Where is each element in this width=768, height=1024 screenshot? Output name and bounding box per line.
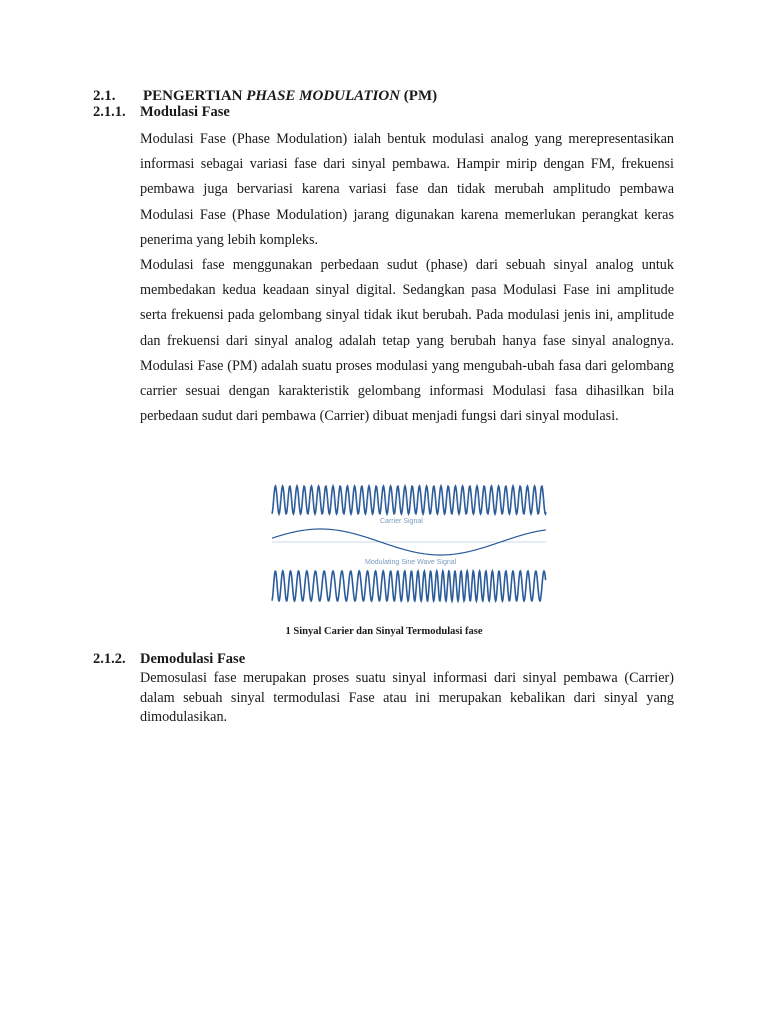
carrier-label: Carrier Signal [380, 518, 423, 525]
phase-modulation-figure [270, 478, 548, 606]
modulasi-body [140, 127, 674, 429]
subsection-title: Modulasi Fase [140, 104, 230, 120]
section-title-suffix: (PM) [400, 88, 438, 104]
modulated-wave [272, 571, 546, 601]
subsection-number: 2.1.2. [93, 651, 126, 667]
demodulasi-body [140, 669, 674, 728]
section-title-prefix: PENGERTIAN [143, 88, 247, 104]
modulasi-paragraph-2: Modulasi fase menggunakan perbedaan sudut (phase) dari sebuah sinyal analog untuk membedakan kedua keadaan sinyal digital. Sedangkan pasa Modulasi Fase ini amplitude serta frekuensi pada gelombang sinyal tidak ikut berubah. Pada modulasi jenis ini, amplitude dan frekuensi dari sinyal analog adalah tetap yang berubah hanya fase sinyal analognya. Modulasi Fase (PM) adalah suatu proses modulasi yang mengubah-ubah fasa dari gelombang carrier sesuai dengan karakteristik gelombang informasi Modulasi fasa dihasilkan bila perbedaan sudut dari pembawa (Carrier) dibuat menjadi fungsi dari sinyal modulasi. [140, 257, 674, 425]
subsection-number: 2.1.1. [93, 104, 126, 120]
subsection-heading-modulasi [93, 104, 230, 121]
figure-caption: 1 Sinyal Carier dan Sinyal Termodulasi fase [285, 626, 483, 637]
section-number: 2.1. [93, 88, 116, 104]
modulating-label: Modulating Sine Wave Signal [365, 559, 457, 566]
demodulasi-paragraph: Demosulasi fase merupakan proses suatu sinyal informasi dari sinyal pembawa (Carrier) dalam sebuah sinyal termodulasi Fase atau ini merupakan kebalikan dari sinyal yang dimodulasikan. [140, 670, 674, 725]
subsection-title: Demodulasi Fase [140, 651, 246, 667]
subsection-heading-demodulasi [93, 651, 245, 668]
section-heading [93, 88, 437, 105]
section-title-italic: PHASE MODULATION [246, 88, 401, 104]
modulasi-paragraph-1: Modulasi Fase (Phase Modulation) ialah bentuk modulasi analog yang merepresentasikan informasi sebagai variasi fase dari sinyal pembawa. Hampir mirip dengan FM, frekuensi pembawa juga bervariasi karena variasi fase dan tidak merubah amplitudo pembawa Modulasi Fase (Phase Modulation) jarang digunakan karena memerlukan perangkat keras penerima yang lebih kompleks. [140, 131, 674, 248]
